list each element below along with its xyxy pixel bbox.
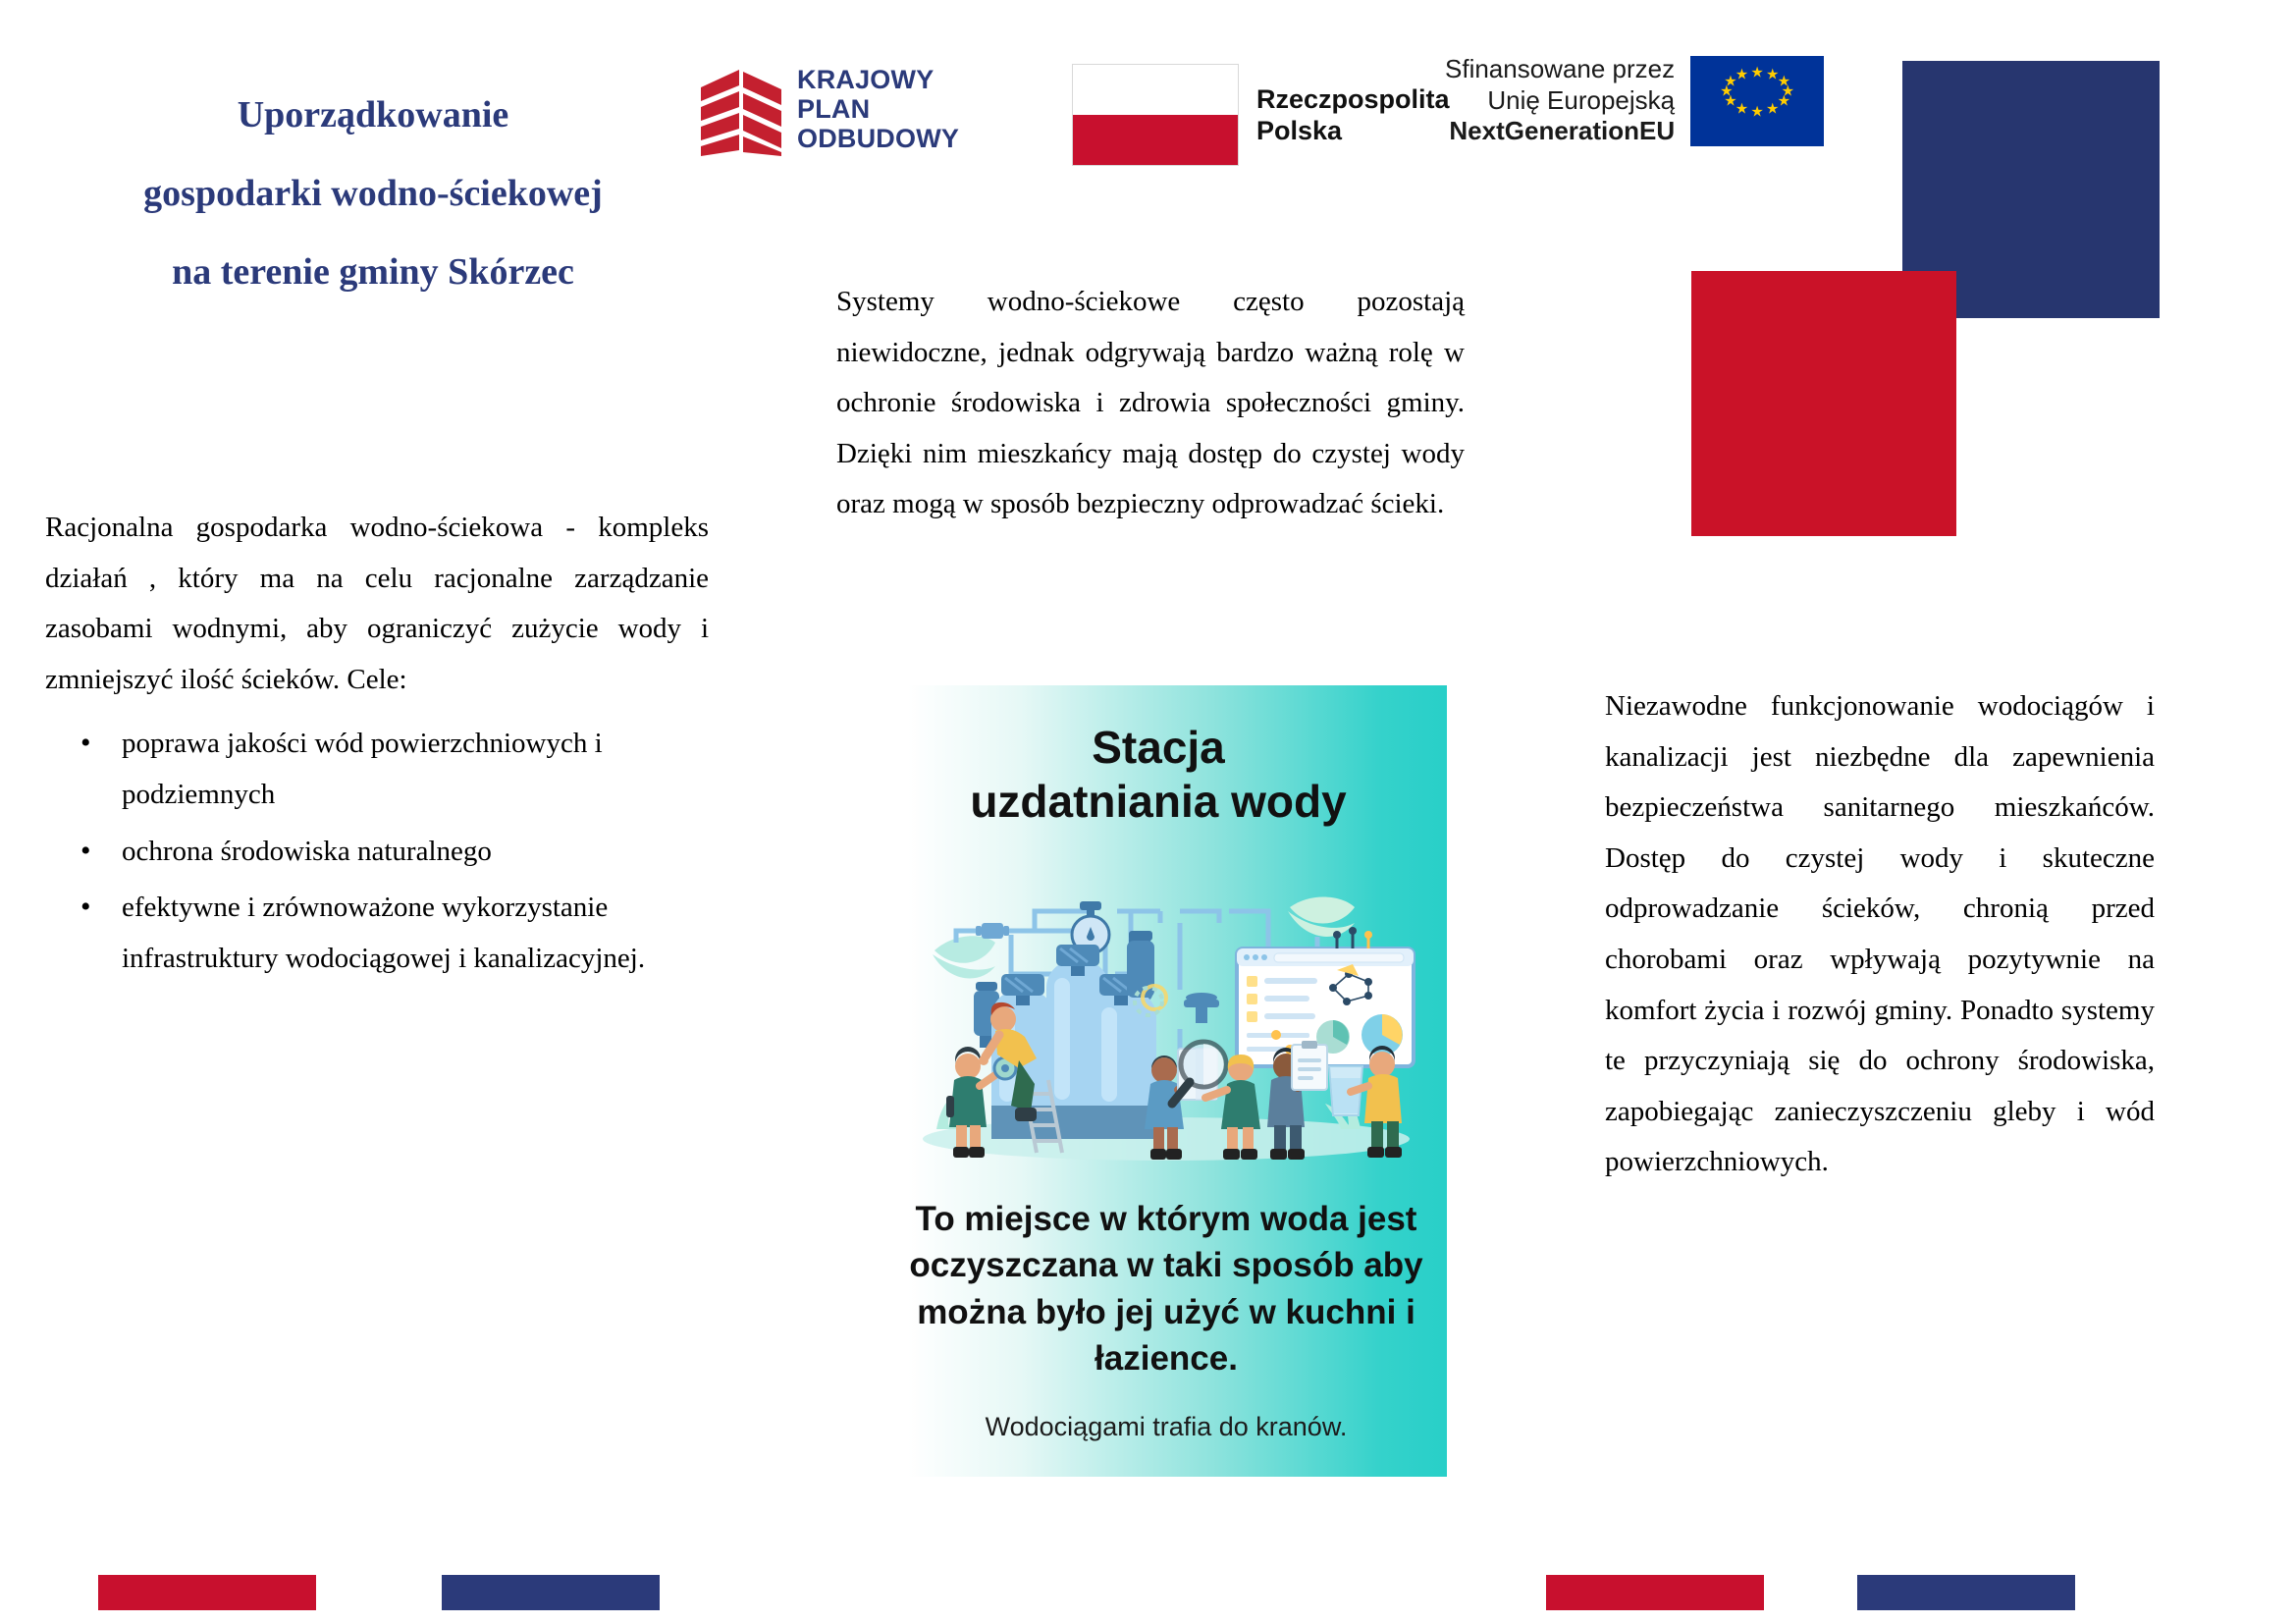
page-title-line-2: gospodarki wodno-ściekowej <box>143 172 603 214</box>
page-title-line-1: Uporządkowanie <box>237 94 509 135</box>
eu-star-7: ★ <box>1750 104 1764 121</box>
kpo-building-icon <box>699 62 783 156</box>
goals-list <box>45 719 709 984</box>
poster-title-line-2: uzdatniania wody <box>970 776 1347 828</box>
funding-logo-strip <box>699 54 1887 172</box>
eu-star-3: ★ <box>1777 74 1791 90</box>
middle-column-paragraph: Systemy wodno-ściekowe często pozostają niewidoczne, jednak odgrywają bardzo ważną rolę w ochronie środowiska i zdrowia społeczności gminy. Dzięki nim mieszkańcy mają dostęp do czystej wody oraz mogą w sposób bezpieczny odprowadzać ścieki. <box>836 286 1465 520</box>
eu-wordmark-line-3: NextGenerationEU <box>1449 116 1676 146</box>
eu-star-2: ★ <box>1766 67 1780 83</box>
kpo-wordmark-line-2: PLAN <box>797 93 871 124</box>
eu-wordmark <box>1445 54 1675 147</box>
poster-body-line-3: można było jej użyć w kuchni i <box>917 1292 1415 1331</box>
poland-wordmark-line-2: Polska <box>1256 116 1343 145</box>
poster-body-line-4: łazience. <box>1095 1338 1238 1378</box>
eu-star-10: ★ <box>1720 83 1734 100</box>
poster-caption: Wodociągami trafia do kranów. <box>985 1412 1348 1441</box>
eu-star-12: ★ <box>1735 67 1749 83</box>
kpo-wordmark-line-1: KRAJOWY <box>797 64 934 94</box>
poster-body-text <box>899 1196 1433 1381</box>
water-treatment-plant-illustration <box>885 872 1447 1196</box>
poland-wordmark <box>1256 83 1450 147</box>
eu-star-11: ★ <box>1724 74 1737 90</box>
eu-star-9: ★ <box>1724 93 1737 110</box>
eu-star-5: ★ <box>1777 93 1791 110</box>
list-item: • ochrona środowiska naturalnego <box>122 827 709 878</box>
page-title <box>39 77 707 311</box>
water-treatment-poster <box>885 685 1447 1477</box>
poland-wordmark-line-1: Rzeczpospolita <box>1256 83 1450 114</box>
footer-bar-navy-right <box>1857 1575 2075 1610</box>
eu-wordmark-line-2: Unię Europejską <box>1487 84 1676 115</box>
krajowy-plan-odbudowy-logo <box>699 62 959 156</box>
poster-body-line-2: oczyszczana w taki sposób aby <box>909 1246 1423 1285</box>
next-generation-eu-logo <box>1445 54 1824 147</box>
left-column-intro-paragraph: Racjonalna gospodarka wodno-ściekowa - kompleks działań , który ma na celu racjonalne zarządzanie zasobami wodnymi, aby ograniczyć zużycie wody i zmniejszyć ilość ścieków. Cele: <box>45 512 709 695</box>
eu-star-1: ★ <box>1750 65 1764 81</box>
eu-star-8: ★ <box>1735 101 1749 118</box>
poland-flag-red-stripe <box>1073 115 1238 165</box>
list-item: • poprawa jakości wód powierzchniowych i podziemnych <box>122 719 709 820</box>
eu-star-4: ★ <box>1781 83 1795 100</box>
list-item: • efektywne i zrównoważone wykorzystanie infrastruktury wodociągowej i kanalizacyjnej. <box>122 883 709 984</box>
footer-bar-red-right <box>1546 1575 1764 1610</box>
poster-title-line-1: Stacja <box>1092 722 1225 773</box>
page-title-line-3: na terenie gminy Skórzec <box>172 250 574 293</box>
kpo-wordmark-line-3: ODBUDOWY <box>797 124 960 154</box>
decorative-square-red <box>1691 271 1956 536</box>
poster-body-line-1: To miejsce w którym woda jest <box>915 1200 1417 1238</box>
footer-bar-red-left <box>98 1575 316 1610</box>
right-column-paragraph: Niezawodne funkcjonowanie wodociągów i kanalizacji jest niezbędne dla zapewnienia bezpieczeństwa sanitarnego mieszkańców. Dostęp do czystej wody i skuteczne odprowadzanie ścieków, chronią przed chorobami oraz wpływają pozytywnie na komfort życia i rozwój gminy. Ponadto systemy te przyczyniają się do ochrony środowiska, zapobiegając zanieczyszczeniu gleby i wód powierzchniowych. <box>1605 690 2155 1178</box>
poland-flag-white-stripe <box>1073 65 1238 115</box>
european-union-flag-icon <box>1690 56 1824 146</box>
rzeczpospolita-polska-logo <box>1072 64 1450 166</box>
eu-wordmark-line-1: Sfinansowane przez <box>1445 54 1676 83</box>
poster-title <box>885 721 1431 829</box>
left-column <box>45 503 709 990</box>
poland-flag-icon <box>1072 64 1239 166</box>
eu-star-6: ★ <box>1766 101 1780 118</box>
kpo-wordmark <box>797 65 959 154</box>
footer-bar-navy-left <box>442 1575 660 1610</box>
